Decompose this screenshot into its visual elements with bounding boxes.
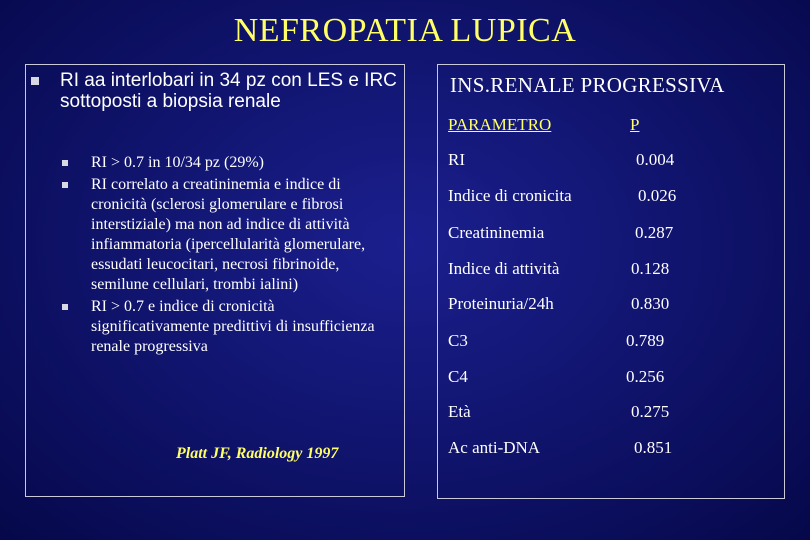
- p-value: 0.128: [631, 259, 670, 278]
- p-value: 0.256: [626, 367, 665, 386]
- table-title: INS.RENALE PROGRESSIVA: [450, 73, 725, 97]
- parameter-name: Età: [448, 402, 471, 421]
- parameter-name: C3: [448, 331, 468, 350]
- square-bullet-icon: [31, 77, 39, 85]
- list-item: [62, 175, 392, 295]
- square-bullet-icon: [62, 182, 68, 188]
- parameter-name: Proteinuria/24h: [448, 294, 554, 313]
- p-value: 0.789: [626, 331, 665, 350]
- p-value: 0.851: [634, 438, 673, 457]
- p-value: 0.004: [636, 150, 675, 169]
- column-header-p: P: [630, 115, 640, 134]
- parameter-name: Ac anti-DNA: [448, 438, 541, 457]
- list-item-text: RI > 0.7 e indice di cronicità significativamente predittivi di insufficienza renale progressiva: [91, 298, 375, 355]
- list-item-text: RI > 0.7 in 10/34 pz (29%): [91, 154, 264, 171]
- findings-list: [62, 153, 392, 357]
- list-item: [62, 297, 392, 357]
- p-value: 0.275: [631, 402, 670, 421]
- square-bullet-icon: [62, 160, 68, 166]
- p-value: 0.026: [638, 186, 677, 205]
- parameter-name: RI: [448, 150, 465, 169]
- parameter-name: Indice di cronicita: [448, 186, 572, 205]
- p-value: 0.830: [631, 294, 670, 313]
- parameter-name: C4: [448, 367, 468, 386]
- study-description: RI aa interlobari in 34 pz con LES e IRC sottoposti a biopsia renale: [60, 70, 397, 112]
- right-panel: [437, 64, 785, 499]
- square-bullet-icon: [62, 304, 68, 310]
- list-item-text: RI correlato a creatininemia e indice di cronicità (sclerosi glomerulare e fibrosi interstiziale) ma non ad indice di attività infiammatoria (ipercellularità glomerulare, essudati leucocitari, necrosi fibrinoide, semilune cellulari, trombi ialini): [91, 176, 366, 293]
- parameter-name: Indice di attività: [448, 259, 560, 278]
- p-value: 0.287: [635, 223, 674, 242]
- list-item: [62, 153, 392, 173]
- citation: Platt JF, Radiology 1997: [176, 445, 339, 462]
- column-header-parametro: PARAMETRO: [448, 115, 552, 134]
- parameter-name: Creatininemia: [448, 223, 545, 242]
- slide-title: NEFROPATIA LUPICA: [233, 12, 577, 49]
- left-panel: [25, 64, 405, 497]
